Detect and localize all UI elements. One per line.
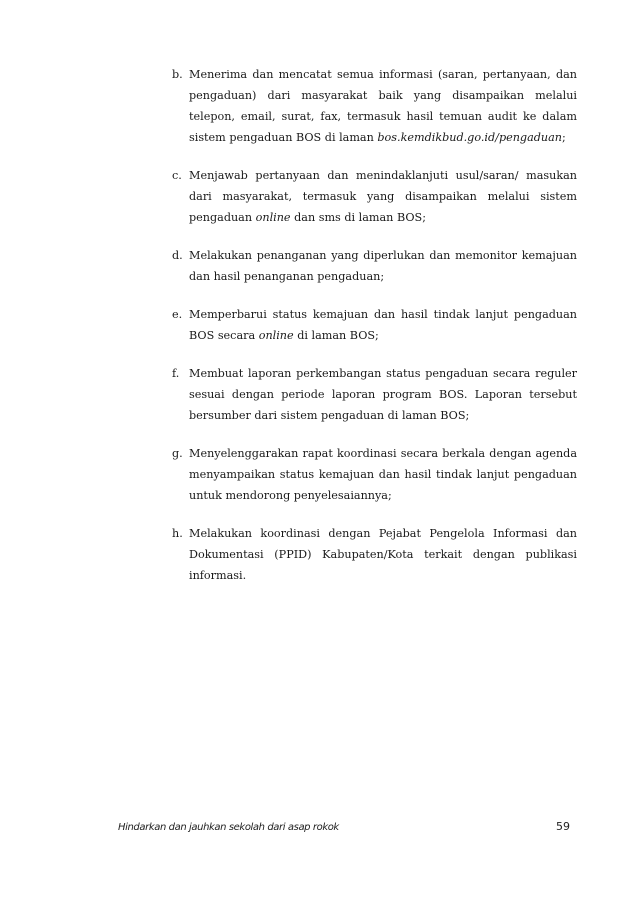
footer-slogan: Hindarkan dan jauhkan sekolah dari asap rokok — [118, 822, 339, 833]
list-item-text: Memperbarui status kemajuan dan hasil tindak lanjut pengaduan BOS secara online di laman BOS; — [189, 308, 577, 342]
list-marker: e. — [172, 308, 183, 321]
list-marker: c. — [172, 169, 182, 182]
list-item — [172, 304, 577, 346]
list-marker: h. — [172, 527, 183, 540]
list-item-text: Melakukan penanganan yang diperlukan dan memonitor kemajuan dan hasil penanganan pengaduan; — [189, 249, 577, 283]
task-list — [172, 64, 577, 603]
emphasis: bos.kemdikbud.go.id/pengaduan — [377, 131, 563, 144]
list-item — [172, 245, 577, 287]
list-item — [172, 443, 577, 506]
list-marker: f. — [172, 367, 180, 380]
list-marker: g. — [172, 447, 183, 460]
list-item-text: Menyelenggarakan rapat koordinasi secara berkala dengan agenda menyampaikan status kemajuan dan hasil tindak lanjut pengaduan untuk mendorong penyelesaiannya; — [189, 447, 577, 502]
list-marker: b. — [172, 68, 183, 81]
list-marker: d. — [172, 249, 183, 262]
list-item — [172, 523, 577, 586]
list-item — [172, 363, 577, 426]
list-item-text: Melakukan koordinasi dengan Pejabat Pengelola Informasi dan Dokumentasi (PPID) Kabupaten/Kota terkait dengan publikasi informasi. — [189, 527, 577, 582]
list-item — [172, 64, 577, 148]
page-number: 59 — [556, 820, 570, 833]
emphasis: online — [258, 329, 294, 342]
list-item — [172, 165, 577, 228]
list-item-text: Menjawab pertanyaan dan menindaklanjuti usul/saran/ masukan dari masyarakat, termasuk yang disampaikan melalui sistem pengaduan online dan sms di laman BOS; — [189, 169, 577, 224]
list-item-text: Menerima dan mencatat semua informasi (saran, pertanyaan, dan pengaduan) dari masyarakat baik yang disampaikan melalui telepon, email, surat, fax, termasuk hasil temuan audit ke dalam sistem pengaduan BOS di laman bos.kemdikbud.go.id/pengaduan; — [189, 68, 577, 144]
emphasis: online — [255, 211, 291, 224]
list-item-text: Membuat laporan perkembangan status pengaduan secara reguler sesuai dengan periode laporan program BOS. Laporan tersebut bersumber dari sistem pengaduan di laman BOS; — [189, 367, 577, 422]
